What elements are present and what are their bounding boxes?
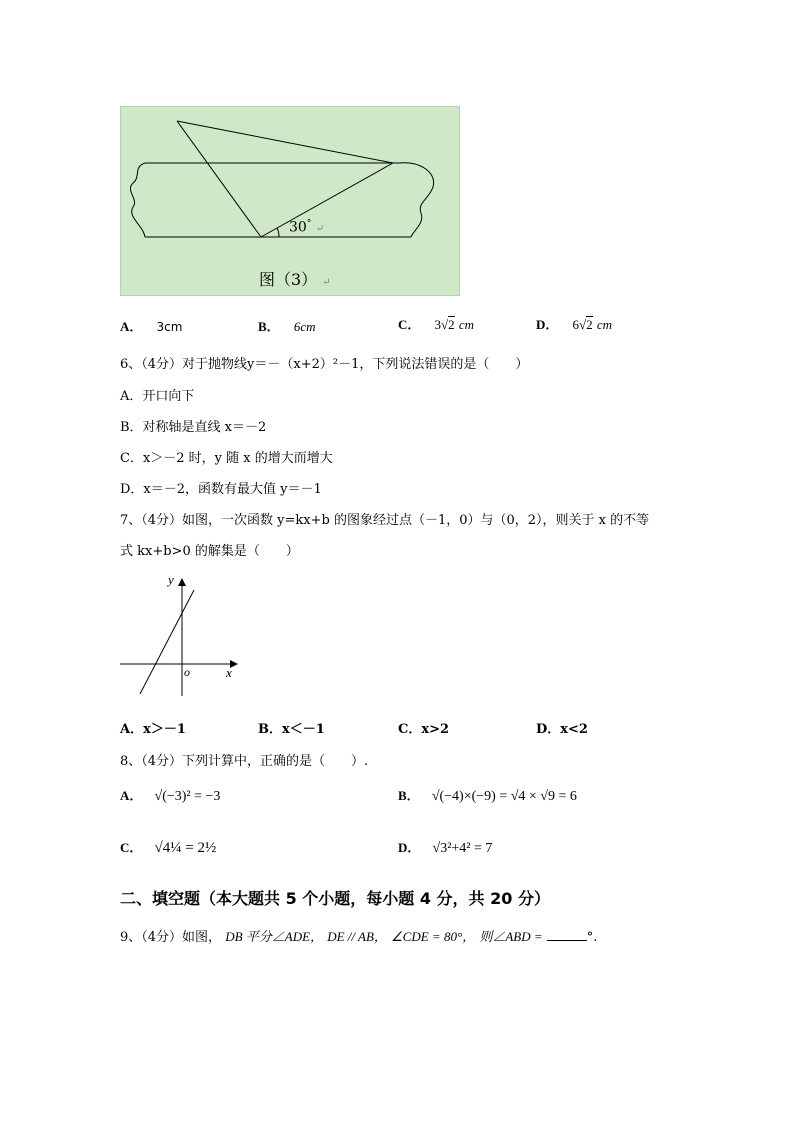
option-expression: √(−3)² = −3 — [154, 789, 221, 804]
option-radicand: 2 — [586, 317, 593, 332]
option-expression: √3²+4² = 7 — [432, 841, 493, 856]
option-unit: cm — [458, 317, 474, 332]
q6-option-c: C．x＞－2 时，y 随 x 的增大而增大 — [120, 451, 333, 466]
option-letter: C． — [120, 840, 143, 855]
q9-suffix: °. — [586, 930, 598, 945]
caption-return-mark: ↵ — [322, 277, 331, 288]
answer-blank[interactable] — [547, 928, 587, 941]
option-expression: √(−4)×(−9) = √4 × √9 = 6 — [431, 789, 577, 804]
q9-part4: 则∠ABD = — [479, 929, 543, 944]
sqrt-icon: √ — [441, 317, 449, 332]
x-axis-label: x — [226, 665, 232, 680]
q9-part3: ∠CDE = 80°， — [391, 929, 476, 944]
q5-option-c — [398, 314, 474, 333]
option-letter: B． — [398, 788, 420, 803]
option-letter: D． — [536, 317, 559, 332]
option-letter: C． — [398, 317, 421, 332]
option-radicand: 2 — [448, 317, 455, 332]
figure-caption-text: 图（3） — [259, 270, 318, 289]
y-axis-arrow-icon — [178, 578, 186, 586]
option-expression: √4¼ = 2½ — [154, 840, 217, 856]
q7-option-a: A．x＞－1 — [120, 722, 186, 737]
q5-option-d — [536, 314, 612, 333]
q7-stem-line2: 式 kx+b>0 的解集是（ ） — [120, 544, 299, 559]
option-unit: cm — [596, 317, 612, 332]
figure-3 — [120, 106, 460, 296]
q6-option-a: A．开口向下 — [120, 389, 195, 404]
q8-option-b — [398, 785, 577, 805]
option-text: 3cm — [156, 320, 183, 334]
q7-option-c: C．x>2 — [398, 722, 450, 737]
q5-option-a — [120, 316, 182, 335]
sqrt-icon: √ — [579, 317, 587, 332]
q6-option-b: B．对称轴是直线 x＝－2 — [120, 420, 267, 435]
section-title: 二、填空题（本大题共 5 个小题，每小题 4 分，共 20 分） — [120, 889, 550, 908]
option-letter: A． — [120, 319, 143, 334]
q9-part2: DE // AB， — [327, 929, 387, 944]
figure-caption — [259, 267, 331, 290]
q9-prefix: 9、（4分）如图， — [120, 930, 222, 945]
angle-label — [289, 219, 324, 236]
option-letter: B． — [258, 319, 280, 334]
option-letter: D． — [398, 840, 421, 855]
y-axis-label: y — [168, 572, 174, 587]
q6-stem: 6、（4分）对于抛物线y＝－（x+2）²－1，下列说法错误的是（ ） — [120, 357, 529, 372]
q7-option-d: D．x<2 — [536, 722, 588, 737]
q6-option-d: D．x＝－2，函数有最大值 y＝－1 — [120, 482, 322, 497]
option-text: 6cm — [293, 319, 316, 334]
q5-option-b — [258, 316, 315, 335]
angle-value: 30 — [289, 219, 307, 236]
q7-stem-line1: 7、（4分）如图，一次函数 y=kx+b 的图象经过点（－1，0）与（0，2），则关于 x 的不等 — [120, 513, 650, 528]
option-letter: A． — [120, 788, 143, 803]
q8-option-d — [398, 837, 492, 857]
option-coef: 3 — [434, 317, 442, 332]
q7-option-b: B．x＜－1 — [258, 722, 325, 737]
return-mark: ↵ — [315, 223, 325, 235]
origin-label: o — [184, 665, 190, 679]
q8-stem: 8、（4分）下列计算中，正确的是（ ）. — [120, 754, 369, 769]
q9-stem — [120, 926, 597, 945]
q9-part1: DB 平分∠ADE， — [225, 929, 324, 944]
q8-option-c — [120, 837, 216, 857]
q7-graph — [118, 572, 244, 698]
angle-unit: ° — [306, 219, 312, 229]
q8-option-a — [120, 785, 220, 805]
option-coef: 6 — [572, 317, 580, 332]
